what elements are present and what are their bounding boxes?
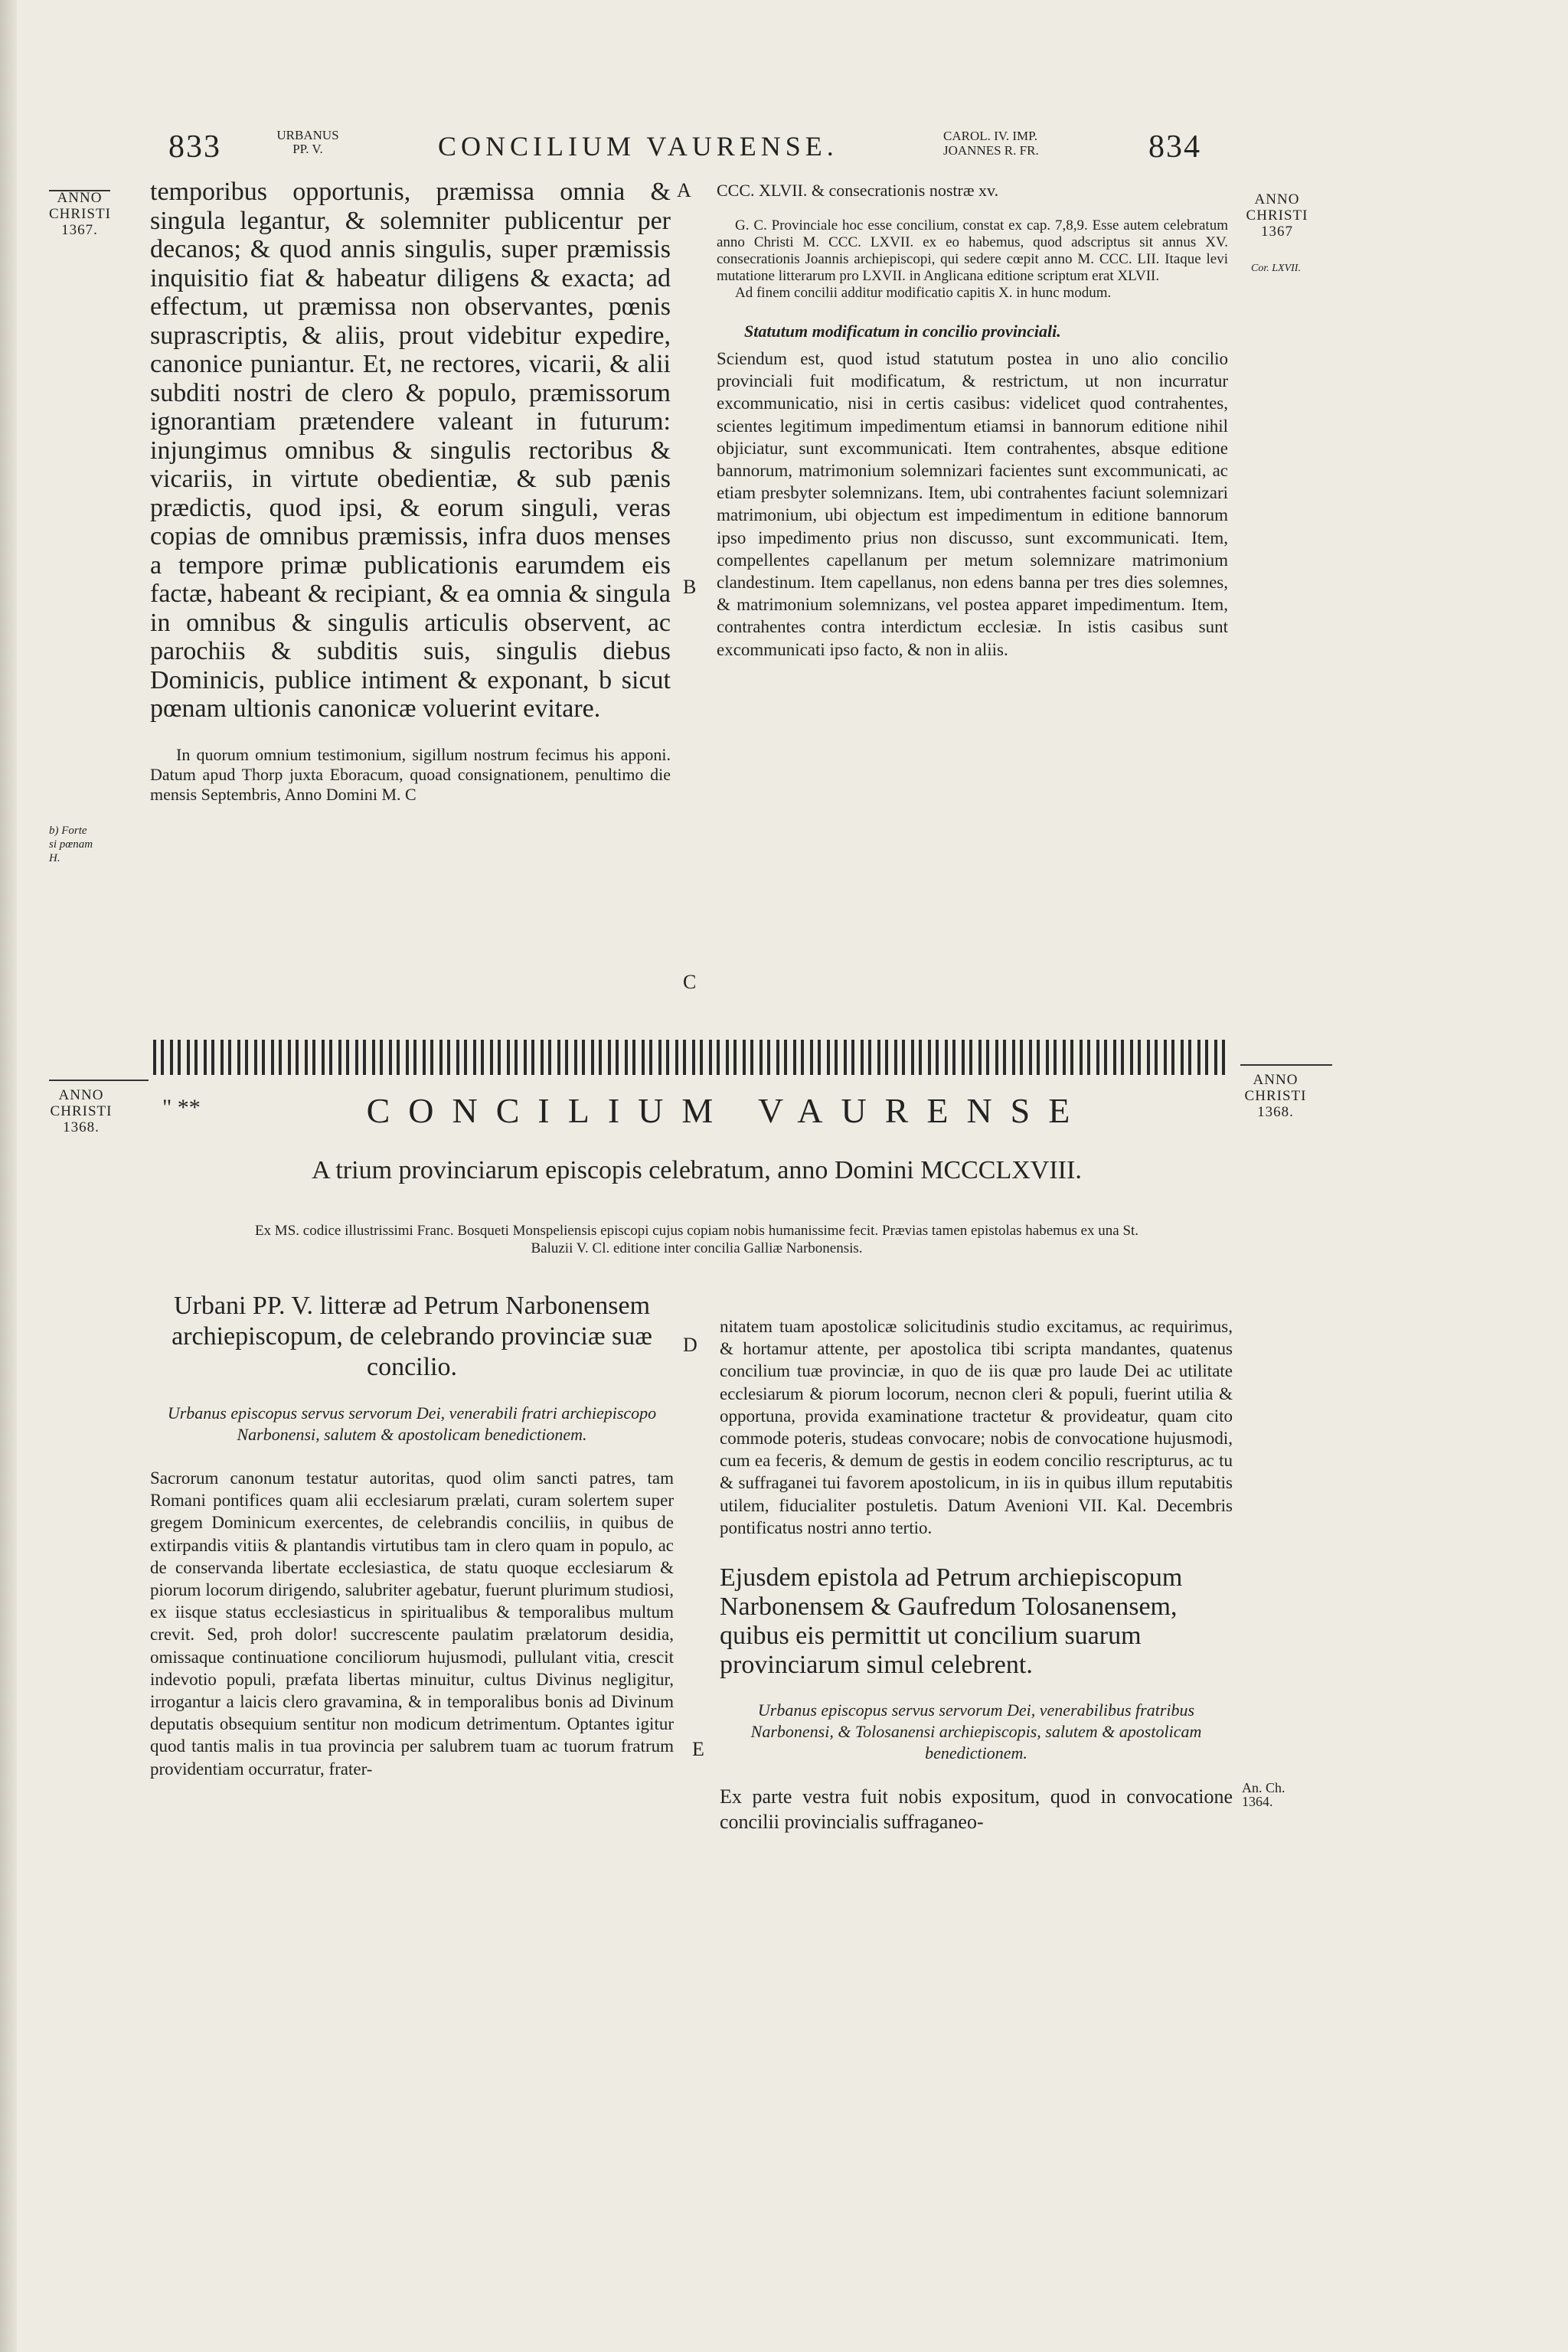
letter-salutation: Urbanus episcopus servus servorum Dei, venerabili fratri archiepiscopo Narbonensi, salutem & apostolicam benedictionem.	[167, 1403, 657, 1444]
margin-rule-left	[49, 1080, 149, 1081]
page-title: CONCILIUM VAURENSE.	[438, 131, 838, 162]
statute-body: Sciendum est, quod istud statutum postea in uno alio concilio provinciali fuit modificatum, & restrictum, ut non incurratur excommunicatio, nisi in certis casibus: videlicet quod contrahentes, scientes legitimum impedimentum etiamsi in bannorum editione nihil objiciatur, sunt excommunicati. Item contrahentes, absque editione bannorum, matrimonium solemnizari facientes sunt excommunicati, ac etiam presbyter solemnizans. Item, ubi contrahentes faciunt solemnizari matrimonium, ubi objectum est impedimentum in editione bannorum ipso impedimento prius non discusso, sunt excommunicati. Item, compellentes capellanum per metum solemnizare matrimonium clandestinum. Item capellanus, non edens banna per tres dies solemnes, & matrimonium solemnizans, vel postea apparet impedimentum. Item, contrahentes contra interdictum ecclesiæ. In istis casibus sunt excommunicati ipso facto, & non in aliis.	[717, 349, 1228, 659]
section-letter-e: E	[692, 1738, 704, 1760]
body-text: temporibus opportunis, præmissa omnia & singula legantur, & solemniter publicentur per decanos; & quod annis singulis, super præmissis inquisitio fiat & habeatur diligens & exacta; ad effectum, ut præmissa non observantes, pœnis suprascriptis, & aliis, prout videbitur expedire, canonice puniantur. Et, ne rectores, vicarii, & alii subditi nostri de clero & populo, præmissorum ignorantiam prætendere valeant in futurum: injungimus omnibus & singulis rectoribus & vicariis, in virtute obedientiæ, & sub pænis prædictis, quod ipsi, & eorum singuli, veras copias de omnibus præmissis, infra duos menses a tempore primæ publicationis earumdem eis factæ, habeant & recipiant, & ea omnia & singula in omnibus & singulis articulis observent, ac parochiis & subditis suis, singulis diebus Dominicis, publice intiment & exponant, b sicut pœnam ultionis canonicæ voluerint evitare.	[150, 178, 671, 723]
epistle-salutation: Urbanus episcopus servus servorum Dei, venerabilibus fratribus Narbonensi, & Tolosanensi archiepiscopis, salutem & apostolicam benedictionem.	[750, 1700, 1202, 1763]
column-right-top	[717, 181, 1228, 661]
source-note: Ex MS. codice illustrissimi Franc. Bosqueti Monspeliensis episcopi cujus copiam nobis humanissime fecit. Prævias tamen epistolas habemus ex una St. Baluzii V. Cl. editione inter concilia Galliæ Narbonensis.	[254, 1223, 1139, 1256]
margin-anno-left: ANNO CHRISTI 1367.	[49, 190, 111, 238]
editor-note: G. C. Provinciale hoc esse concilium, constat ex cap. 7,8,9. Esse autem celebratum anno Christi M. CCC. LXVII. ex eo habemus, quod adscriptus sit annus XV. consecrationis Joannis archiepiscopi, qui sedere cœpit anno M. CCC. LII. Itaque levi mutatione litterarum pro LXVII. in Anglicana editione scriptum erat XLVII.	[717, 217, 1228, 284]
statute-heading: Statutum modificatum in concilio provinciali.	[744, 322, 1061, 341]
letter-body: Sacrorum canonum testatur autoritas, quod olim sancti patres, tam Romani pontifices quam alii ecclesiarum prælati, curam solertem super gregem Dominicum exercentes, de celebrandis conciliis, in quibus de extirpandis vitiis & plantandis virtutibus tam in clero quam in populo, ac de conservanda libertate ecclesiastica, de statu quoque ecclesiarum & piorum locorum dirigendo, salubriter agebatur, fuerunt plurimum studiosi, ex iisque status ecclesiasticus in spiritualibus & temporalibus multum crevit. Sed, proh dolor! succrescente paulatim prælatorum desidia, omissaque continuatione conciliorum hujusmodi, pullulant vitia, crescit indevotio populi, præfata libertas minuitur, cultus Divinus negligitur, irrogantur a laicis clero gravamina, & in temporalibus bonis ad Divinum deputatis obsequium sentitur non modicum detrimentum. Optantes igitur quod tantis malis in tua provincia per salubrem tuam ac tuorum fratrum providentiam occurratur, frater-	[150, 1468, 674, 1779]
section-letter-d: D	[683, 1334, 697, 1356]
page-number-left: 833	[168, 129, 221, 165]
epistle-heading: Ejusdem epistola ad Petrum archiepiscopum Narbonensem & Gaufredum Tolosanensem, quibus eis permittit ut concilium suarum provinciarum simul celebrent.	[720, 1563, 1183, 1680]
margin-cor-right: Cor. LXVII.	[1251, 263, 1301, 274]
editor-note-2: Ad finem concilii additur modificatio capitis X. in hunc modum.	[735, 285, 1112, 301]
margin-anno-right-2: ANNO CHRISTI 1368.	[1244, 1072, 1307, 1120]
column-left-top	[150, 178, 671, 805]
letter-heading: Urbani PP. V. litteræ ad Petrum Narbonensem archiepiscopum, de celebrando provinciæ suæ concilio.	[172, 1292, 652, 1381]
ornament-border	[153, 1040, 1231, 1075]
running-head-right: CAROL. IV. IMP. JOANNES R. FR.	[943, 129, 1039, 158]
margin-anno-left-2: ANNO CHRISTI 1368.	[50, 1087, 113, 1135]
closing-text: In quorum omnium testimonium, sigillum nostrum fecimus his apponi. Datum apud Thorp juxta Eboracum, quoad consignationem, penultimo die mensis Septembris, Anno Domini M. C	[150, 744, 671, 804]
section-title: CONCILIUM VAURENSE	[366, 1091, 1089, 1130]
column-left-bottom	[150, 1291, 674, 1780]
page-number-right: 834	[1148, 129, 1201, 165]
section-letter-a: A	[677, 179, 691, 201]
margin-note-b: b) Forte si pœnam H.	[49, 825, 93, 864]
epistle-body: Ex parte vestra fuit nobis expositum, quod in convocatione concilii provincialis suffraganeo-	[720, 1785, 1233, 1834]
page-gutter-shadow	[0, 0, 17, 2352]
section-letter-c: C	[683, 971, 697, 993]
running-head-left: URBANUS PP. V.	[276, 128, 339, 156]
section-subtitle: A trium provinciarum episcopis celebratum, anno Domini MCCCLXVIII.	[312, 1156, 1082, 1184]
letter-body-continued: nitatem tuam apostolicæ solicitudinis studio excitamus, ac requirimus, & hortamur attente, per apostolica tibi scripta mandantes, quatenus concilium tuæ provinciæ, in quo de iis quæ pro laude Dei ac utilitate ecclesiarum & piorum locorum, necnon cleri & populi, fuerint utilia & opportuna, provida examinatione tractetur & provideatur, quam cito commode poteris, studeas convocare; nobis de convocatione hujusmodi, cum ea feceris, & demum de gestis in eodem concilio rescripturus, ac tu & suffraganei tui favorem apostolicum, in iis in quibus illum reputabitis utilem, fiducialiter postuletis. Datum Avenioni VII. Kal. Decembris pontificatus nostri anno tertio.	[720, 1317, 1233, 1537]
title-marks: " **	[162, 1095, 201, 1120]
continuation-line: CCC. XLVII. & consecrationis nostræ xv.	[717, 181, 999, 200]
margin-an-ch: An. Ch. 1364.	[1242, 1780, 1285, 1809]
section-letter-b: B	[683, 576, 697, 598]
margin-rule	[49, 190, 110, 191]
margin-rule-right	[1240, 1064, 1332, 1066]
margin-anno-right: ANNO CHRISTI 1367	[1246, 191, 1308, 240]
column-right-bottom	[720, 1315, 1233, 1834]
